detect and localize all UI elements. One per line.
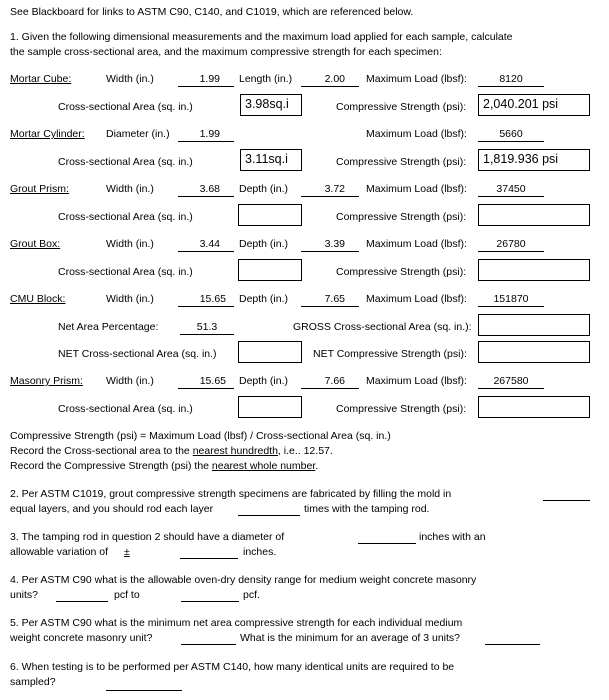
q5-line2a: weight concrete masonry unit? bbox=[10, 632, 153, 644]
masonry-prism-depth-label: Depth (in.) bbox=[239, 375, 289, 387]
mortar-cylinder-strength-box[interactable]: 1,819.936 psi bbox=[478, 149, 590, 171]
cmu-block-load-value: 151870 bbox=[478, 293, 544, 307]
masonry-prism-load-value: 267580 bbox=[478, 375, 544, 389]
mortar-cylinder-title: Mortar Cylinder: bbox=[10, 128, 85, 140]
grout-box-depth-value: 3.39 bbox=[301, 238, 359, 252]
intro-text: See Blackboard for links to ASTM C90, C140, and C1019, which are referenced below. bbox=[10, 6, 414, 18]
cmu-block-width-value: 15.65 bbox=[178, 293, 234, 307]
mortar-cube-area-box[interactable]: 3.98sq.i bbox=[240, 94, 302, 116]
masonry-prism-strength-label: Compressive Strength (psi): bbox=[336, 403, 467, 415]
mortar-cube-title: Mortar Cube: bbox=[10, 73, 72, 85]
q5-line1: 5. Per ASTM C90 what is the minimum net area compressive strength for each individual medium bbox=[10, 617, 463, 629]
masonry-prism-area-label: Cross-sectional Area (sq. in.) bbox=[58, 403, 193, 415]
cmu-net-pct-value: 51.3 bbox=[180, 321, 234, 335]
mortar-cube-strength-box[interactable]: 2,040.201 psi bbox=[478, 94, 590, 116]
masonry-prism-width-value: 15.65 bbox=[178, 375, 234, 389]
grout-box-area-box[interactable] bbox=[238, 259, 302, 281]
q3-diameter-blank[interactable] bbox=[358, 543, 416, 544]
mortar-cylinder-area-label: Cross-sectional Area (sq. in.) bbox=[58, 156, 193, 168]
masonry-prism-load-label: Maximum Load (lbsf): bbox=[366, 375, 467, 387]
q6-answer-blank[interactable] bbox=[106, 690, 182, 691]
grout-prism-area-label: Cross-sectional Area (sq. in.) bbox=[58, 211, 193, 223]
mortar-cylinder-load-value: 5660 bbox=[478, 128, 544, 142]
area-rounding-note bbox=[10, 445, 333, 458]
q3-variation-blank[interactable] bbox=[180, 558, 238, 559]
q3-line1: 3. The tamping rod in question 2 should have a diameter of bbox=[10, 531, 285, 543]
q5-line2b: What is the minimum for an average of 3 units? bbox=[240, 632, 461, 644]
masonry-prism-strength-box[interactable] bbox=[478, 396, 590, 418]
masonry-prism-depth-value: 7.66 bbox=[301, 375, 359, 389]
grout-prism-depth-label: Depth (in.) bbox=[239, 183, 289, 195]
area-rounding-pre: Record the Cross-sectional area to the bbox=[10, 445, 193, 457]
q5-individual-blank[interactable] bbox=[181, 644, 236, 645]
masonry-prism-title: Masonry Prism: bbox=[10, 375, 83, 387]
cmu-net-strength-box[interactable] bbox=[478, 341, 590, 363]
grout-prism-title: Grout Prism: bbox=[10, 183, 69, 195]
grout-prism-depth-value: 3.72 bbox=[301, 183, 359, 197]
formula-note: Compressive Strength (psi) = Maximum Load (lbsf) / Cross-sectional Area (sq. in.) bbox=[10, 430, 391, 442]
grout-box-load-value: 26780 bbox=[478, 238, 544, 252]
grout-box-depth-label: Depth (in.) bbox=[239, 238, 289, 250]
mortar-cube-load-label: Maximum Load (lbsf): bbox=[366, 73, 467, 85]
mortar-cube-area-label: Cross-sectional Area (sq. in.) bbox=[58, 101, 193, 113]
q1-line2: the sample cross-sectional area, and the maximum compressive strength for each specimen: bbox=[10, 46, 442, 58]
mortar-cube-length-label: Length (in.) bbox=[239, 73, 293, 85]
grout-box-title: Grout Box: bbox=[10, 238, 61, 250]
grout-prism-load-value: 37450 bbox=[478, 183, 544, 197]
q2-line1: 2. Per ASTM C1019, grout compressive strength specimens are fabricated by filling the mold in bbox=[10, 488, 452, 500]
plus-minus-symbol: ± bbox=[124, 546, 130, 558]
cmu-block-depth-label: Depth (in.) bbox=[239, 293, 289, 305]
grout-prism-strength-label: Compressive Strength (psi): bbox=[336, 211, 467, 223]
q2-answer-blank-2[interactable] bbox=[238, 515, 300, 516]
grout-box-load-label: Maximum Load (lbsf): bbox=[366, 238, 467, 250]
strength-rounding-post: . bbox=[315, 460, 319, 472]
cmu-net-area-label: NET Cross-sectional Area (sq. in.) bbox=[58, 348, 217, 360]
mortar-cylinder-diameter-value: 1.99 bbox=[178, 128, 234, 142]
mortar-cylinder-diameter-label: Diameter (in.) bbox=[106, 128, 170, 140]
q4-pcf: pcf. bbox=[243, 589, 260, 601]
strength-rounding-link: nearest whole number bbox=[211, 460, 316, 472]
area-rounding-link: nearest hundredth bbox=[192, 445, 278, 457]
q3-line1b: inches with an bbox=[419, 531, 486, 543]
area-rounding-post: , i.e.. 12.57. bbox=[277, 445, 333, 457]
cmu-net-strength-label: NET Compressive Strength (psi): bbox=[313, 348, 467, 360]
cmu-gross-area-box[interactable] bbox=[478, 314, 590, 336]
q1-line1: 1. Given the following dimensional measurements and the maximum load applied for each sample, calculate bbox=[10, 31, 513, 43]
grout-box-strength-label: Compressive Strength (psi): bbox=[336, 266, 467, 278]
grout-prism-strength-box[interactable] bbox=[478, 204, 590, 226]
q4-pcf-to: pcf to bbox=[114, 589, 140, 601]
q3-line2b: inches. bbox=[243, 546, 277, 558]
mortar-cylinder-strength-label: Compressive Strength (psi): bbox=[336, 156, 467, 168]
q2-line2b: times with the tamping rod. bbox=[304, 503, 430, 515]
grout-box-strength-box[interactable] bbox=[478, 259, 590, 281]
cmu-gross-area-label: GROSS Cross-sectional Area (sq. in.): bbox=[293, 321, 472, 333]
mortar-cylinder-area-box[interactable]: 3.11sq.i bbox=[240, 149, 302, 171]
cmu-net-pct-label: Net Area Percentage: bbox=[58, 321, 159, 333]
mortar-cube-length-value: 2.00 bbox=[301, 73, 359, 87]
cmu-block-title: CMU Block: bbox=[10, 293, 66, 305]
grout-prism-load-label: Maximum Load (lbsf): bbox=[366, 183, 467, 195]
q4-line1: 4. Per ASTM C90 what is the allowable oven-dry density range for medium weight concrete masonry bbox=[10, 574, 477, 586]
grout-prism-width-value: 3.68 bbox=[178, 183, 234, 197]
strength-rounding-note bbox=[10, 460, 318, 473]
mortar-cube-width-value: 1.99 bbox=[178, 73, 234, 87]
q2-line2a: equal layers, and you should rod each layer bbox=[10, 503, 214, 515]
cmu-net-area-box[interactable] bbox=[238, 341, 302, 363]
q6-line1: 6. When testing is to be performed per ASTM C140, how many identical units are required to be bbox=[10, 661, 455, 673]
q4-units: units? bbox=[10, 589, 39, 601]
grout-prism-area-box[interactable] bbox=[238, 204, 302, 226]
mortar-cylinder-load-label: Maximum Load (lbsf): bbox=[366, 128, 467, 140]
grout-prism-width-label: Width (in.) bbox=[106, 183, 154, 195]
q2-answer-blank-1[interactable] bbox=[543, 500, 590, 501]
masonry-prism-area-box[interactable] bbox=[238, 396, 302, 418]
q4-min-density-blank[interactable] bbox=[56, 601, 108, 602]
cmu-block-load-label: Maximum Load (lbsf): bbox=[366, 293, 467, 305]
grout-box-width-value: 3.44 bbox=[178, 238, 234, 252]
strength-rounding-pre: Record the Compressive Strength (psi) the bbox=[10, 460, 212, 472]
cmu-block-depth-value: 7.65 bbox=[301, 293, 359, 307]
mortar-cube-strength-label: Compressive Strength (psi): bbox=[336, 101, 467, 113]
q3-line2a: allowable variation of bbox=[10, 546, 109, 558]
q6-line2: sampled? bbox=[10, 676, 56, 688]
cmu-block-width-label: Width (in.) bbox=[106, 293, 154, 305]
mortar-cube-width-label: Width (in.) bbox=[106, 73, 154, 85]
grout-box-area-label: Cross-sectional Area (sq. in.) bbox=[58, 266, 193, 278]
grout-box-width-label: Width (in.) bbox=[106, 238, 154, 250]
q5-average-blank[interactable] bbox=[485, 644, 540, 645]
mortar-cube-load-value: 8120 bbox=[478, 73, 544, 87]
q4-max-density-blank[interactable] bbox=[181, 601, 239, 602]
masonry-prism-width-label: Width (in.) bbox=[106, 375, 154, 387]
